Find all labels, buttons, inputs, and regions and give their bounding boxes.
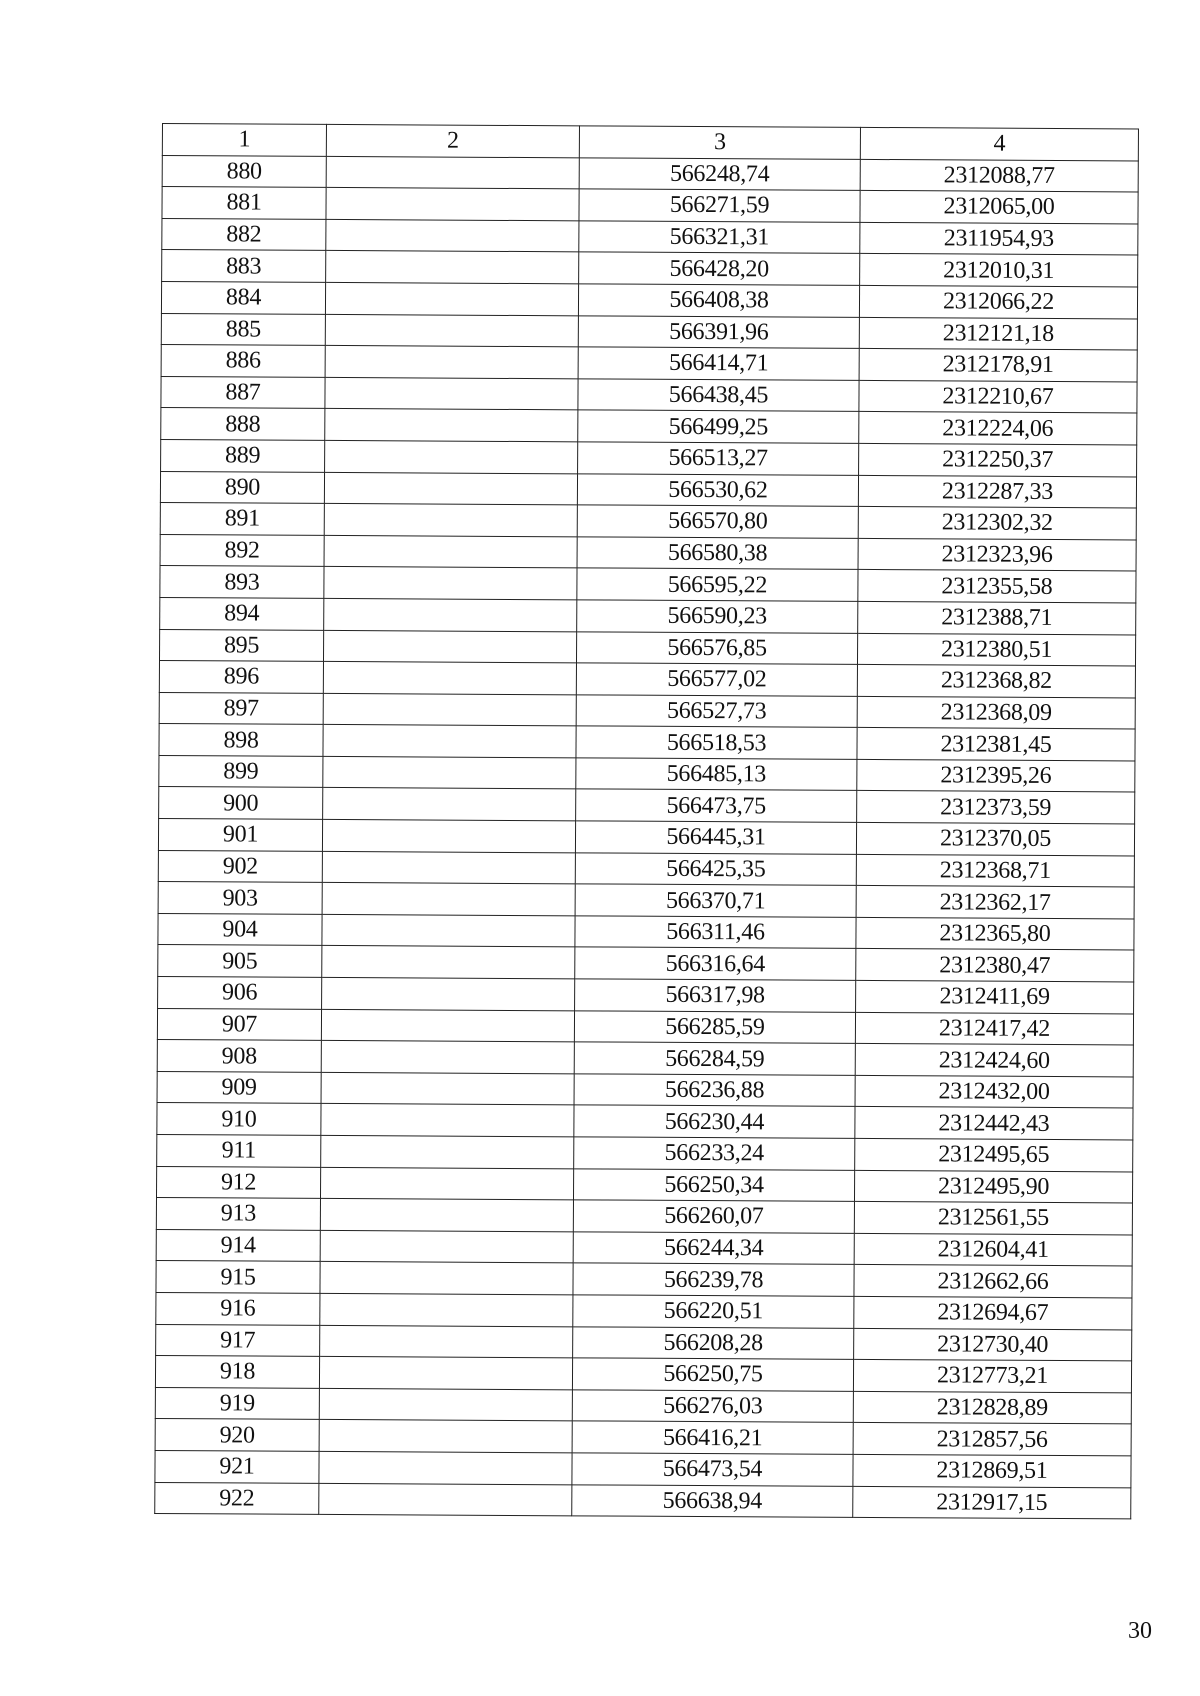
x-coordinate-cell: 566445,31 (575, 821, 856, 854)
point-number-cell: 912 (156, 1166, 320, 1199)
y-coordinate-cell: 2312066,22 (859, 285, 1137, 318)
description-cell (324, 504, 577, 537)
y-coordinate-cell: 2312442,43 (855, 1107, 1133, 1140)
description-cell (323, 756, 576, 789)
y-coordinate-cell: 2312828,89 (853, 1391, 1131, 1424)
point-number-cell: 919 (155, 1387, 319, 1420)
y-coordinate-cell: 2312411,69 (856, 980, 1134, 1013)
point-number-cell: 904 (158, 913, 322, 946)
y-coordinate-cell: 2312121,18 (859, 317, 1137, 350)
x-coordinate-cell: 566638,94 (572, 1484, 853, 1517)
description-cell (320, 1262, 573, 1295)
description-cell (326, 251, 579, 284)
x-coordinate-cell: 566236,88 (574, 1074, 855, 1107)
x-coordinate-cell: 566428,20 (579, 252, 860, 285)
x-coordinate-cell: 566391,96 (578, 315, 859, 348)
y-coordinate-cell: 2312424,60 (855, 1044, 1133, 1077)
x-coordinate-cell: 566416,21 (572, 1421, 853, 1454)
point-number-cell: 921 (155, 1450, 319, 1483)
y-coordinate-cell: 2312495,90 (854, 1170, 1132, 1203)
y-coordinate-cell: 2312323,96 (858, 538, 1136, 571)
description-cell (321, 1072, 574, 1105)
description-cell (321, 1041, 574, 1074)
point-number-cell: 890 (160, 471, 324, 504)
y-coordinate-cell: 2312368,71 (856, 854, 1134, 887)
x-coordinate-cell: 566285,59 (574, 1010, 855, 1043)
point-number-cell: 891 (160, 503, 324, 536)
y-coordinate-cell: 2312730,40 (854, 1328, 1132, 1361)
description-cell (320, 1167, 573, 1200)
description-cell (322, 914, 575, 947)
x-coordinate-cell: 566570,80 (577, 505, 858, 538)
y-coordinate-cell: 2312010,31 (860, 254, 1138, 287)
description-cell (323, 725, 576, 758)
y-coordinate-cell: 2312362,17 (856, 886, 1134, 919)
description-cell (320, 1293, 573, 1326)
description-cell (323, 788, 576, 821)
description-cell (321, 1009, 574, 1042)
description-cell (322, 977, 575, 1010)
description-cell (322, 851, 575, 884)
point-number-cell: 905 (158, 945, 322, 978)
description-cell (320, 1230, 573, 1263)
description-cell (322, 819, 575, 852)
y-coordinate-cell: 2312662,66 (854, 1265, 1132, 1298)
description-cell (325, 440, 578, 473)
y-coordinate-cell: 2312869,51 (853, 1454, 1131, 1487)
header-col-2: 2 (326, 124, 579, 157)
point-number-cell: 906 (158, 977, 322, 1010)
x-coordinate-cell: 566250,75 (572, 1358, 853, 1391)
y-coordinate-cell: 2312381,45 (857, 728, 1135, 761)
point-number-cell: 881 (162, 187, 326, 220)
x-coordinate-cell: 566260,07 (573, 1200, 854, 1233)
point-number-cell: 913 (156, 1198, 320, 1231)
point-number-cell: 880 (162, 155, 326, 188)
y-coordinate-cell: 2312917,15 (853, 1486, 1131, 1519)
point-number-cell: 903 (158, 882, 322, 915)
x-coordinate-cell: 566316,64 (575, 947, 856, 980)
y-coordinate-cell: 2312210,67 (859, 380, 1137, 413)
y-coordinate-cell: 2312370,05 (856, 822, 1134, 855)
x-coordinate-cell: 566527,73 (576, 695, 857, 728)
description-cell (320, 1325, 573, 1358)
y-coordinate-cell: 2312373,59 (857, 791, 1135, 824)
point-number-cell: 888 (161, 408, 325, 441)
x-coordinate-cell: 566244,34 (573, 1232, 854, 1265)
coordinates-table (154, 123, 1139, 1520)
point-number-cell: 883 (162, 250, 326, 283)
x-coordinate-cell: 566499,25 (578, 410, 859, 443)
y-coordinate-cell: 2312857,56 (853, 1423, 1131, 1456)
y-coordinate-cell: 2312088,77 (860, 159, 1138, 192)
point-number-cell: 898 (159, 724, 323, 757)
x-coordinate-cell: 566370,71 (575, 884, 856, 917)
description-cell (323, 693, 576, 726)
description-cell (326, 219, 579, 252)
description-cell (320, 1199, 573, 1232)
description-cell (319, 1483, 572, 1516)
y-coordinate-cell: 2312561,55 (854, 1202, 1132, 1235)
y-coordinate-cell: 2312495,65 (855, 1138, 1133, 1171)
y-coordinate-cell: 2312380,51 (857, 633, 1135, 666)
y-coordinate-cell: 2312432,00 (855, 1075, 1133, 1108)
x-coordinate-cell: 566513,27 (578, 442, 859, 475)
table-row (155, 1482, 1131, 1519)
point-number-cell: 895 (159, 629, 323, 662)
description-cell (325, 346, 578, 379)
x-coordinate-cell: 566233,24 (574, 1137, 855, 1170)
x-coordinate-cell: 566220,51 (573, 1295, 854, 1328)
description-cell (319, 1357, 572, 1390)
description-cell (325, 409, 578, 442)
y-coordinate-cell: 2312287,33 (858, 475, 1136, 508)
point-number-cell: 889 (161, 439, 325, 472)
description-cell (325, 377, 578, 410)
description-cell (319, 1420, 572, 1453)
point-number-cell: 893 (160, 566, 324, 599)
x-coordinate-cell: 566530,62 (577, 473, 858, 506)
x-coordinate-cell: 566485,13 (576, 758, 857, 791)
point-number-cell: 899 (159, 755, 323, 788)
y-coordinate-cell: 2312368,82 (857, 664, 1135, 697)
y-coordinate-cell: 2312773,21 (853, 1360, 1131, 1393)
point-number-cell: 882 (162, 218, 326, 251)
x-coordinate-cell: 566250,34 (573, 1168, 854, 1201)
description-cell (324, 598, 577, 631)
description-cell (319, 1451, 572, 1484)
point-number-cell: 909 (157, 1071, 321, 1104)
description-cell (324, 472, 577, 505)
x-coordinate-cell: 566425,35 (575, 852, 856, 885)
y-coordinate-cell: 2312694,67 (854, 1296, 1132, 1329)
header-col-1: 1 (162, 124, 326, 157)
point-number-cell: 901 (158, 819, 322, 852)
x-coordinate-cell: 566577,02 (576, 663, 857, 696)
description-cell (325, 282, 578, 315)
y-coordinate-cell: 2312065,00 (860, 191, 1138, 224)
y-coordinate-cell: 2312417,42 (855, 1012, 1133, 1045)
y-coordinate-cell: 2312250,37 (859, 443, 1137, 476)
description-cell (321, 1104, 574, 1137)
point-number-cell: 915 (156, 1261, 320, 1294)
header-col-4: 4 (860, 127, 1138, 160)
y-coordinate-cell: 2312224,06 (859, 412, 1137, 445)
y-coordinate-cell: 2312178,91 (859, 349, 1137, 382)
y-coordinate-cell: 2312368,09 (857, 696, 1135, 729)
point-number-cell: 917 (156, 1324, 320, 1357)
description-cell (324, 535, 577, 568)
point-number-cell: 896 (159, 661, 323, 694)
point-number-cell: 897 (159, 692, 323, 725)
description-cell (322, 946, 575, 979)
point-number-cell: 894 (160, 597, 324, 630)
y-coordinate-cell: 2312388,71 (858, 601, 1136, 634)
description-cell (323, 662, 576, 695)
x-coordinate-cell: 566473,75 (576, 789, 857, 822)
description-cell (321, 1135, 574, 1168)
y-coordinate-cell: 2311954,93 (860, 222, 1138, 255)
x-coordinate-cell: 566311,46 (575, 916, 856, 949)
x-coordinate-cell: 566408,38 (578, 284, 859, 317)
x-coordinate-cell: 566590,23 (577, 600, 858, 633)
x-coordinate-cell: 566317,98 (575, 979, 856, 1012)
point-number-cell: 910 (157, 1103, 321, 1136)
point-number-cell: 920 (155, 1419, 319, 1452)
page-number: 30 (1128, 1618, 1152, 1644)
y-coordinate-cell: 2312365,80 (856, 917, 1134, 950)
x-coordinate-cell: 566473,54 (572, 1453, 853, 1486)
y-coordinate-cell: 2312355,58 (858, 570, 1136, 603)
x-coordinate-cell: 566576,85 (576, 631, 857, 664)
point-number-cell: 922 (155, 1482, 319, 1515)
point-number-cell: 885 (161, 313, 325, 346)
point-number-cell: 914 (156, 1229, 320, 1262)
x-coordinate-cell: 566276,03 (572, 1390, 853, 1423)
y-coordinate-cell: 2312380,47 (856, 949, 1134, 982)
description-cell (324, 567, 577, 600)
point-number-cell: 900 (159, 787, 323, 820)
header-col-3: 3 (579, 126, 860, 159)
description-cell (325, 314, 578, 347)
description-cell (319, 1388, 572, 1421)
x-coordinate-cell: 566271,59 (579, 189, 860, 222)
x-coordinate-cell: 566239,78 (573, 1263, 854, 1296)
x-coordinate-cell: 566248,74 (579, 157, 860, 190)
y-coordinate-cell: 2312395,26 (857, 759, 1135, 792)
y-coordinate-cell: 2312302,32 (858, 507, 1136, 540)
point-number-cell: 902 (158, 850, 322, 883)
point-number-cell: 884 (161, 281, 325, 314)
point-number-cell: 887 (161, 376, 325, 409)
x-coordinate-cell: 566595,22 (577, 568, 858, 601)
description-cell (323, 630, 576, 663)
description-cell (326, 188, 579, 221)
x-coordinate-cell: 566208,28 (573, 1326, 854, 1359)
table-body (155, 155, 1139, 1519)
point-number-cell: 886 (161, 345, 325, 378)
point-number-cell: 892 (160, 534, 324, 567)
point-number-cell: 911 (157, 1134, 321, 1167)
description-cell (322, 883, 575, 916)
y-coordinate-cell: 2312604,41 (854, 1233, 1132, 1266)
x-coordinate-cell: 566518,53 (576, 726, 857, 759)
x-coordinate-cell: 566230,44 (574, 1105, 855, 1138)
point-number-cell: 918 (155, 1356, 319, 1389)
point-number-cell: 907 (157, 1008, 321, 1041)
x-coordinate-cell: 566284,59 (574, 1042, 855, 1075)
x-coordinate-cell: 566414,71 (578, 347, 859, 380)
x-coordinate-cell: 566438,45 (578, 379, 859, 412)
x-coordinate-cell: 566321,31 (579, 221, 860, 254)
point-number-cell: 908 (157, 1040, 321, 1073)
description-cell (326, 156, 579, 189)
point-number-cell: 916 (156, 1292, 320, 1325)
x-coordinate-cell: 566580,38 (577, 537, 858, 570)
